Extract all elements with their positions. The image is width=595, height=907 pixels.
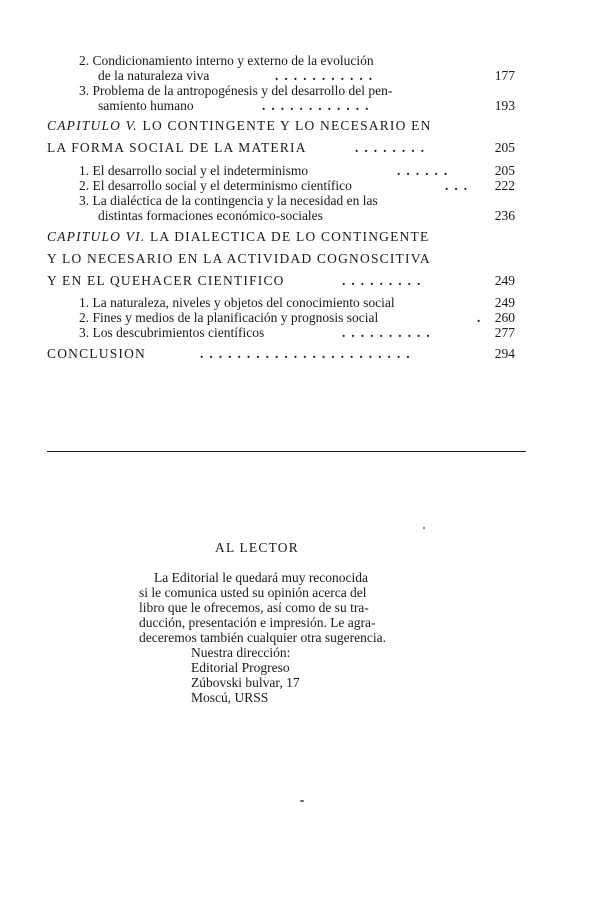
reader-note-line: si le comunica usted su opinión acerca del xyxy=(139,585,367,600)
toc-page-number: 193 xyxy=(494,98,515,113)
toc-page-number: 294 xyxy=(494,346,515,361)
toc-page-number: 205 xyxy=(494,140,515,155)
chapter-5-title-line1: LO CONTINGENTE Y LO NECESARIO EN xyxy=(142,118,432,133)
chapter-6-heading-line1 xyxy=(47,229,429,244)
reader-note-line: ducción, presentación e impresión. Le agra- xyxy=(139,615,376,630)
chapter-6-title-line2: Y LO NECESARIO EN LA ACTIVIDAD COGNOSCITIVA xyxy=(47,251,431,266)
print-speck xyxy=(300,800,304,802)
toc-item-6-1: 1. La naturaleza, niveles y objetos del conocimiento social xyxy=(79,295,395,310)
toc-page-number: 205 xyxy=(494,163,515,178)
address-line: Nuestra dirección: xyxy=(191,645,291,660)
dot-leader: ........... xyxy=(275,68,379,83)
address-line: Zúbovski bulvar, 17 xyxy=(191,675,300,690)
toc-page-number: 260 xyxy=(494,310,515,325)
toc-item-6-2: 2. Fines y medios de la planificación y prognosis social xyxy=(79,310,379,325)
toc-page-number: 277 xyxy=(494,325,515,340)
chapter-5-title-line2: LA FORMA SOCIAL DE LA MATERIA xyxy=(47,140,307,155)
toc-item-4-3-line1: 3. Problema de la antropogénesis y del desarrollo del pen- xyxy=(79,83,393,98)
address-line: Editorial Progreso xyxy=(191,660,290,675)
reader-note-line: La Editorial le quedará muy reconocida xyxy=(154,570,369,585)
toc-item-6-3: 3. Los descubrimientos científicos xyxy=(79,325,265,340)
dot-leader: ....................... xyxy=(200,346,416,361)
dot-leader: ... xyxy=(445,178,474,193)
dot-leader: .......... xyxy=(342,325,436,340)
dot-leader: ...... xyxy=(397,163,454,178)
dot-leader: ............ xyxy=(262,98,375,113)
address-line: Moscú, URSS xyxy=(191,690,269,705)
reader-note-line: libro que le ofrecemos, así como de su tra- xyxy=(139,600,369,615)
toc-page-number: 236 xyxy=(494,208,515,223)
dot-leader: ........ xyxy=(355,140,430,155)
toc-item-5-3-line1: 3. La dialéctica de la contingencia y la necesidad en las xyxy=(79,193,378,208)
toc-page-number: 222 xyxy=(494,178,515,193)
toc-item-4-2-line1: 2. Condicionamiento interno y externo de la evolución xyxy=(79,53,374,68)
chapter-6-title-line3: Y EN EL QUEHACER CIENTIFICO xyxy=(47,273,285,288)
toc-item-5-2: 2. El desarrollo social y el determinismo científico xyxy=(79,178,352,193)
toc-item-5-1: 1. El desarrollo social y el indeterminismo xyxy=(79,163,309,178)
dot-leader: ......... xyxy=(342,273,427,288)
toc-page-number: 249 xyxy=(494,295,515,310)
toc-conclusion: CONCLUSION xyxy=(47,346,147,361)
chapter-5-heading-line1 xyxy=(47,118,432,133)
toc-item-5-3-line2: distintas formaciones económico-sociales xyxy=(98,208,323,223)
chapter-6-label: CAPITULO VI. xyxy=(47,229,146,244)
toc-item-4-2-line2: de la naturaleza viva xyxy=(98,68,210,83)
reader-note-heading: AL LECTOR xyxy=(215,540,299,555)
toc-page-number: 249 xyxy=(494,273,515,288)
toc-page-number: 177 xyxy=(494,68,515,83)
chapter-6-title-line1: LA DIALECTICA DE LO CONTINGENTE xyxy=(149,229,430,244)
reader-note-line: deceremos también cualquier otra sugerencia. xyxy=(139,630,387,645)
print-speck xyxy=(423,527,425,529)
chapter-5-label: CAPITULO V. xyxy=(47,118,138,133)
divider xyxy=(47,451,526,452)
toc-item-4-3-line2: samiento humano xyxy=(98,98,194,113)
dot-leader: . xyxy=(477,310,487,325)
